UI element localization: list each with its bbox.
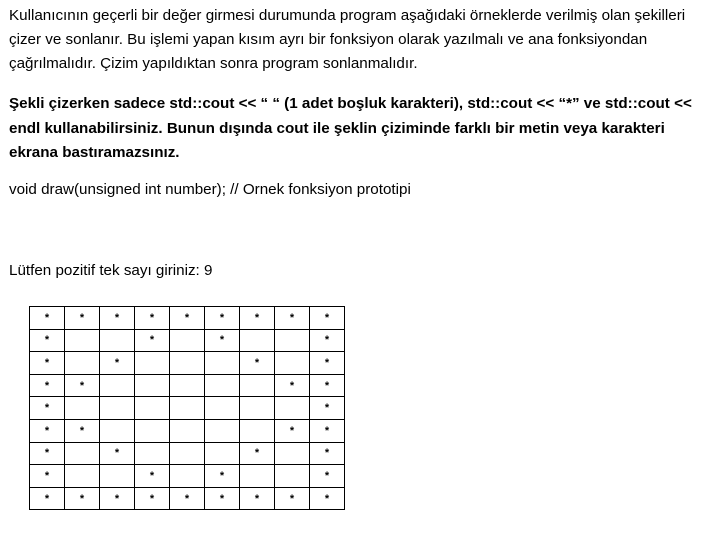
grid-cell (240, 329, 275, 352)
grid-row (30, 419, 345, 442)
grid-cell (65, 442, 100, 465)
grid-cell: * (135, 487, 170, 510)
grid-row (30, 487, 345, 510)
grid-cell (170, 465, 205, 488)
input-prompt: Lütfen pozitif tek sayı giriniz: 9 (9, 262, 213, 279)
grid-row (30, 397, 345, 420)
grid-cell: * (30, 419, 65, 442)
grid-cell: * (205, 465, 240, 488)
grid-cell (65, 465, 100, 488)
grid-cell (100, 419, 135, 442)
grid-cell: * (30, 352, 65, 375)
grid-cell: * (30, 307, 65, 330)
grid-cell (135, 374, 170, 397)
grid-cell (170, 419, 205, 442)
grid-cell: * (30, 397, 65, 420)
grid-cell (205, 352, 240, 375)
grid-cell (205, 419, 240, 442)
grid-cell: * (65, 374, 100, 397)
grid-cell: * (100, 352, 135, 375)
grid-cell (100, 374, 135, 397)
grid-cell (170, 352, 205, 375)
grid-cell: * (100, 442, 135, 465)
grid-cell (65, 352, 100, 375)
grid-cell: * (135, 307, 170, 330)
function-prototype: void draw(unsigned int number); // Ornek fonksiyon prototipi (9, 180, 411, 198)
intro-paragraph: Kullanıcının geçerli bir değer girmesi durumunda program aşağıdaki örneklerde verilmiş olan şekilleri çizer ve sonlanır. Bu işlemi yapan kısım ayrı bir fonksiyon olarak yazılmalı ve ana fonksiyondan çağrılmalıdır. Çizim yapıldıktan sonra program sonlanmalıdır. (9, 7, 686, 72)
grid-cell (135, 442, 170, 465)
grid-cell: * (30, 465, 65, 488)
grid-cell: * (240, 352, 275, 375)
grid-row (30, 307, 345, 330)
grid-cell (240, 374, 275, 397)
grid-cell (205, 442, 240, 465)
grid-cell: * (240, 487, 275, 510)
grid-cell (65, 329, 100, 352)
grid-cell: * (310, 487, 345, 510)
grid-cell (275, 442, 310, 465)
grid-cell (100, 397, 135, 420)
grid-cell: * (30, 487, 65, 510)
grid-cell: * (135, 465, 170, 488)
grid-cell (240, 419, 275, 442)
document-body (9, 4, 715, 202)
grid-cell: * (135, 329, 170, 352)
grid-cell: * (275, 487, 310, 510)
grid-cell (275, 397, 310, 420)
grid-cell: * (275, 419, 310, 442)
grid-cell: * (240, 307, 275, 330)
grid-cell: * (30, 442, 65, 465)
grid-cell: * (205, 307, 240, 330)
grid-cell: * (275, 307, 310, 330)
grid-row (30, 442, 345, 465)
grid-cell: * (170, 307, 205, 330)
grid-cell (100, 329, 135, 352)
grid-cell (240, 397, 275, 420)
grid-cell (135, 419, 170, 442)
grid-cell (170, 374, 205, 397)
grid-row (30, 352, 345, 375)
grid-cell (240, 465, 275, 488)
grid-cell (205, 374, 240, 397)
rule-paragraph: Şekli çizerken sadece std::cout << “ “ (1 adet boşluk karakteri), std::cout << “*” ve std::cout << endl kullanabilirsiniz. Bunun dışında cout ile şeklin çiziminde farklı bir metin veya karakteri ekrana bastıramazsınız. (9, 95, 692, 161)
grid-cell (170, 442, 205, 465)
grid-row (30, 465, 345, 488)
grid-cell: * (65, 487, 100, 510)
grid-cell: * (310, 374, 345, 397)
grid-cell: * (170, 487, 205, 510)
grid-cell: * (310, 419, 345, 442)
grid-cell: * (205, 329, 240, 352)
grid-cell: * (310, 465, 345, 488)
grid-cell: * (205, 487, 240, 510)
grid-cell: * (275, 374, 310, 397)
grid-cell (135, 352, 170, 375)
grid-cell (170, 397, 205, 420)
grid-cell (100, 465, 135, 488)
grid-cell (275, 352, 310, 375)
grid-cell: * (30, 374, 65, 397)
grid-cell (135, 397, 170, 420)
grid-cell (170, 329, 205, 352)
grid-cell: * (310, 397, 345, 420)
grid-cell: * (310, 352, 345, 375)
grid-cell (205, 397, 240, 420)
grid-cell: * (100, 307, 135, 330)
grid-cell: * (310, 307, 345, 330)
grid-cell: * (65, 307, 100, 330)
grid-cell: * (30, 329, 65, 352)
grid-row (30, 329, 345, 352)
grid-cell: * (100, 487, 135, 510)
grid-cell: * (310, 329, 345, 352)
grid-row (30, 374, 345, 397)
grid-cell: * (310, 442, 345, 465)
grid-cell: * (240, 442, 275, 465)
grid-cell (275, 329, 310, 352)
grid-cell (65, 397, 100, 420)
grid-cell (275, 465, 310, 488)
grid-cell: * (65, 419, 100, 442)
shape-grid (29, 306, 345, 510)
